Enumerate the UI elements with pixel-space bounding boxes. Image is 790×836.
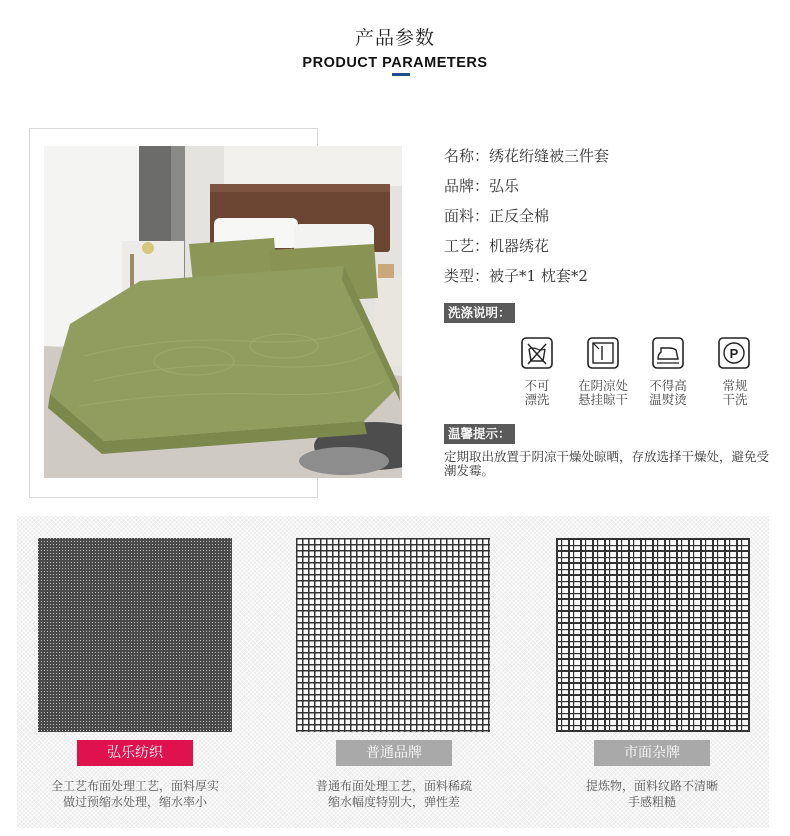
fabric-swatch-dense: [38, 538, 232, 732]
product-photo: [44, 146, 402, 478]
dry-clean-icon: [718, 337, 750, 369]
spec-brand: 品牌：弘乐: [444, 177, 520, 195]
fabric-swatch-medium: [296, 538, 490, 732]
dry-in-shade-icon: [587, 337, 619, 369]
spec-name: 名称：绣花绗缝被三件套: [444, 147, 610, 165]
wash-label-3: 不得高 温熨烫: [649, 378, 687, 407]
desc-ordinary: 普通布面处理工艺，面料稀疏 缩水幅度特别大，弹性差: [315, 779, 472, 809]
desc-honglo: 全工艺布面处理工艺，面料厚实 做过预缩水处理，缩水率小: [50, 779, 219, 809]
no-wash-icon: [521, 337, 553, 369]
fabric-swatch-sparse: [556, 538, 750, 732]
section-subtitle: PRODUCT PARAMETERS: [302, 55, 488, 71]
section-title: 产品参数: [354, 27, 435, 49]
tips-text: 定期取出放置于阴凉干燥处晾晒，存放选择干燥处，避免受潮发霉。: [444, 449, 770, 478]
desc-generic: 提炼物，面料纹路不清晰 手感粗糙: [585, 779, 718, 809]
no-ironing-icon: [652, 337, 684, 369]
brand-label-generic: 市面杂牌: [594, 740, 710, 766]
wash-label-4: 常规 干洗: [722, 378, 748, 407]
spec-fabric: 面料：正反全棉: [444, 207, 550, 225]
wash-label-1: 不可 漂洗: [524, 378, 550, 407]
title-accent-bar: [392, 73, 410, 76]
wash-label-2: 在阴凉处 悬挂晾干: [577, 378, 628, 407]
spec-list: [444, 144, 609, 294]
wash-instructions-tag: 洗涤说明：: [444, 303, 515, 323]
tips-tag: 温馨提示：: [444, 424, 515, 444]
svg-text:P: P: [729, 346, 739, 361]
brand-label-honglo: 弘乐纺织: [77, 740, 193, 766]
spec-craft: 工艺：机器绣花: [444, 237, 550, 255]
spec-type: 类型：被子*1 枕套*2: [444, 267, 588, 285]
brand-label-ordinary: 普通品牌: [336, 740, 452, 766]
section-header: [0, 26, 790, 71]
